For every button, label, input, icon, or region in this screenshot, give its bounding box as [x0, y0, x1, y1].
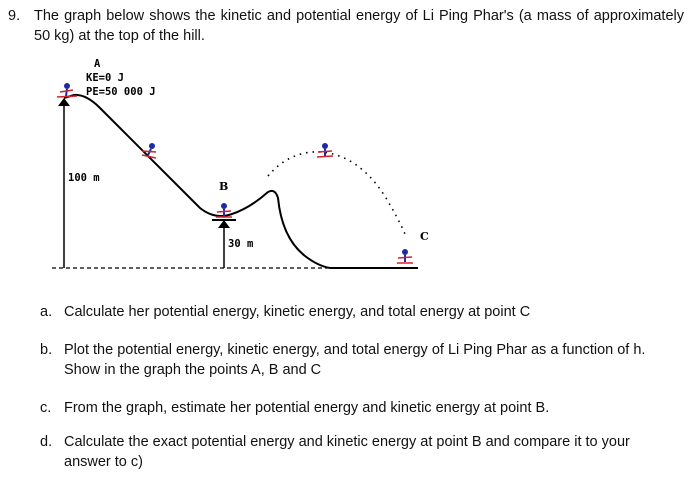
part-letter: b. [40, 342, 53, 358]
part-text: From the graph, estimate her potential energy and kinetic energy at point B. [64, 400, 550, 416]
label-ke-a: KE=0 J [86, 72, 124, 84]
arrow-b-icon [218, 220, 230, 228]
part-letter: c. [40, 400, 52, 416]
arrow-a-icon [58, 98, 70, 106]
part-letter: a. [40, 304, 53, 320]
part-text: Plot the potential energy, kinetic energy, and total energy of Li Ping Phar as a function of h. Show in the graph the points A, B and C [64, 342, 646, 378]
hill-track [64, 95, 330, 268]
skier-c-icon [397, 249, 413, 263]
question-text: The graph below shows the kinetic and potential energy of Li Ping Phar's (a mass of approximately 50 kg) at the top of the hill. [34, 8, 684, 44]
label-height-b: 30 m [228, 238, 254, 250]
skier-slope-icon [142, 143, 156, 158]
label-point-a: A [94, 58, 101, 70]
part-text: Calculate her potential energy, kinetic energy, and total energy at point C [64, 304, 531, 320]
part-letter: d. [40, 434, 53, 450]
label-point-c: C [420, 230, 429, 243]
part-text: Calculate the exact potential energy and kinetic energy at point B and compare it to your answer to c) [64, 434, 630, 470]
label-height-a: 100 m [68, 172, 100, 184]
question-number: 9. [8, 8, 21, 24]
hill-figure [0, 48, 460, 278]
trajectory-dotted [268, 152, 405, 234]
label-point-b: B [219, 180, 229, 193]
label-pe-a: PE=50 000 J [86, 86, 156, 98]
skier-peak-icon [317, 143, 333, 157]
